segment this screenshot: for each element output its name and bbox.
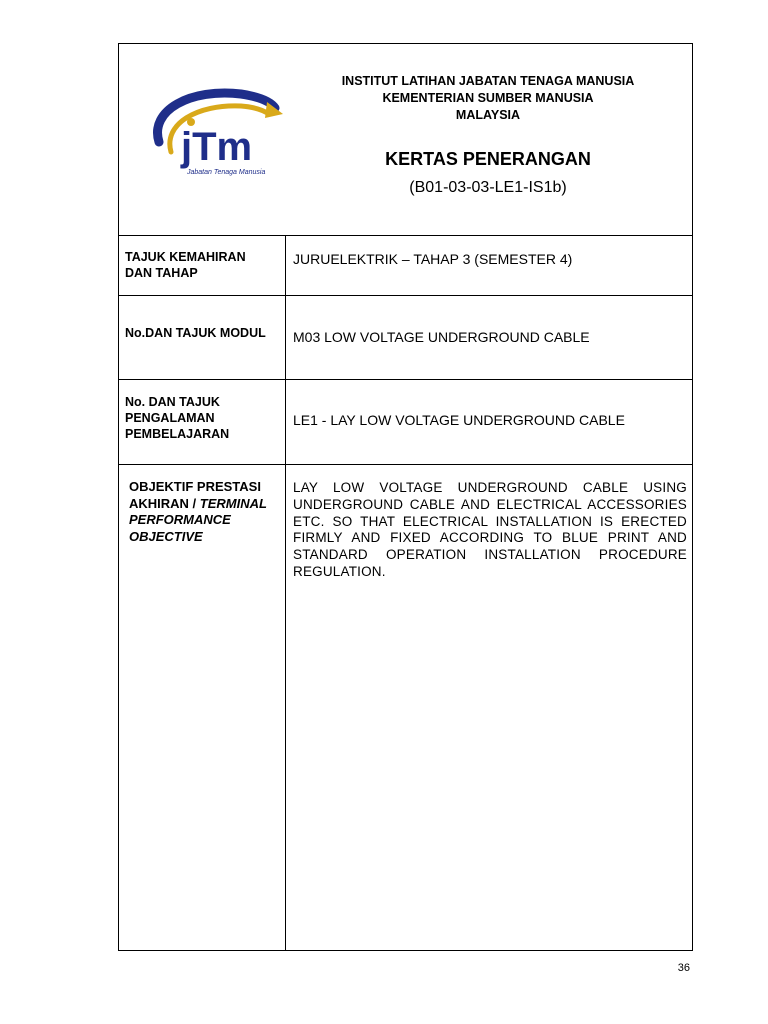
document-title: KERTAS PENERANGAN	[385, 149, 591, 169]
skill-label-line-1: TAJUK KEMAHIRAN	[125, 250, 246, 264]
document-code: (B01-03-03-LE1-IS1b)	[409, 179, 567, 196]
objective-row	[119, 465, 692, 951]
svg-text:jTm: jTm	[181, 125, 253, 169]
objective-value: LAY LOW VOLTAGE UNDERGROUND CABLE USING UNDERGROUND CABLE AND ELECTRICAL ACCESSORIES ETC. SO THAT ELECTRICAL INSTALLATION IS ERECTED FIRMLY AND FIXED ACCORDING TO BLUE PRINT AND STANDARD OPERATION INSTALLATION PROCEDURE REGULATION.	[293, 480, 687, 579]
institute-line-3: MALAYSIA	[455, 108, 521, 122]
skill-value: JURUELEKTRIK – TAHAP 3 (SEMESTER 4)	[293, 251, 573, 267]
skill-label	[125, 249, 277, 281]
objective-label-line-3: PERFORMANCE	[129, 512, 231, 527]
experience-value: LE1 - LAY LOW VOLTAGE UNDERGROUND CABLE	[293, 412, 625, 428]
objective-label-line-2b: TERMINAL	[199, 495, 267, 511]
objective-label	[129, 479, 281, 545]
document-frame	[118, 43, 693, 951]
objective-label-line-2a: AKHIRAN /	[129, 495, 200, 511]
svg-text:Jabatan Tenaga Manusia: Jabatan Tenaga Manusia	[187, 169, 266, 176]
institute-name	[309, 73, 667, 124]
experience-label-line-1: No. DAN TAJUK	[125, 395, 220, 409]
objective-label-line-2	[129, 496, 281, 513]
experience-label	[125, 394, 277, 442]
module-label: No.DAN TAJUK MODUL	[125, 326, 266, 340]
page-number: 36	[677, 962, 690, 974]
experience-label-line-3: PEMBELAJARAN	[125, 427, 230, 441]
module-row	[119, 296, 692, 380]
objective-label-line-1: OBJEKTIF PRESTASI	[129, 479, 261, 494]
jtm-logo	[141, 80, 291, 180]
skill-row	[119, 235, 692, 296]
document-header	[119, 44, 692, 236]
module-value: M03 LOW VOLTAGE UNDERGROUND CABLE	[293, 329, 590, 345]
experience-label-line-2: PENGALAMAN	[125, 411, 215, 425]
objective-label-line-4: OBJECTIVE	[129, 528, 203, 544]
experience-row	[119, 380, 692, 465]
skill-label-line-2: DAN TAHAP	[125, 266, 198, 280]
institute-line-1: INSTITUT LATIHAN JABATAN TENAGA MANUSIA	[341, 74, 635, 88]
institute-line-2: KEMENTERIAN SUMBER MANUSIA	[382, 91, 594, 105]
